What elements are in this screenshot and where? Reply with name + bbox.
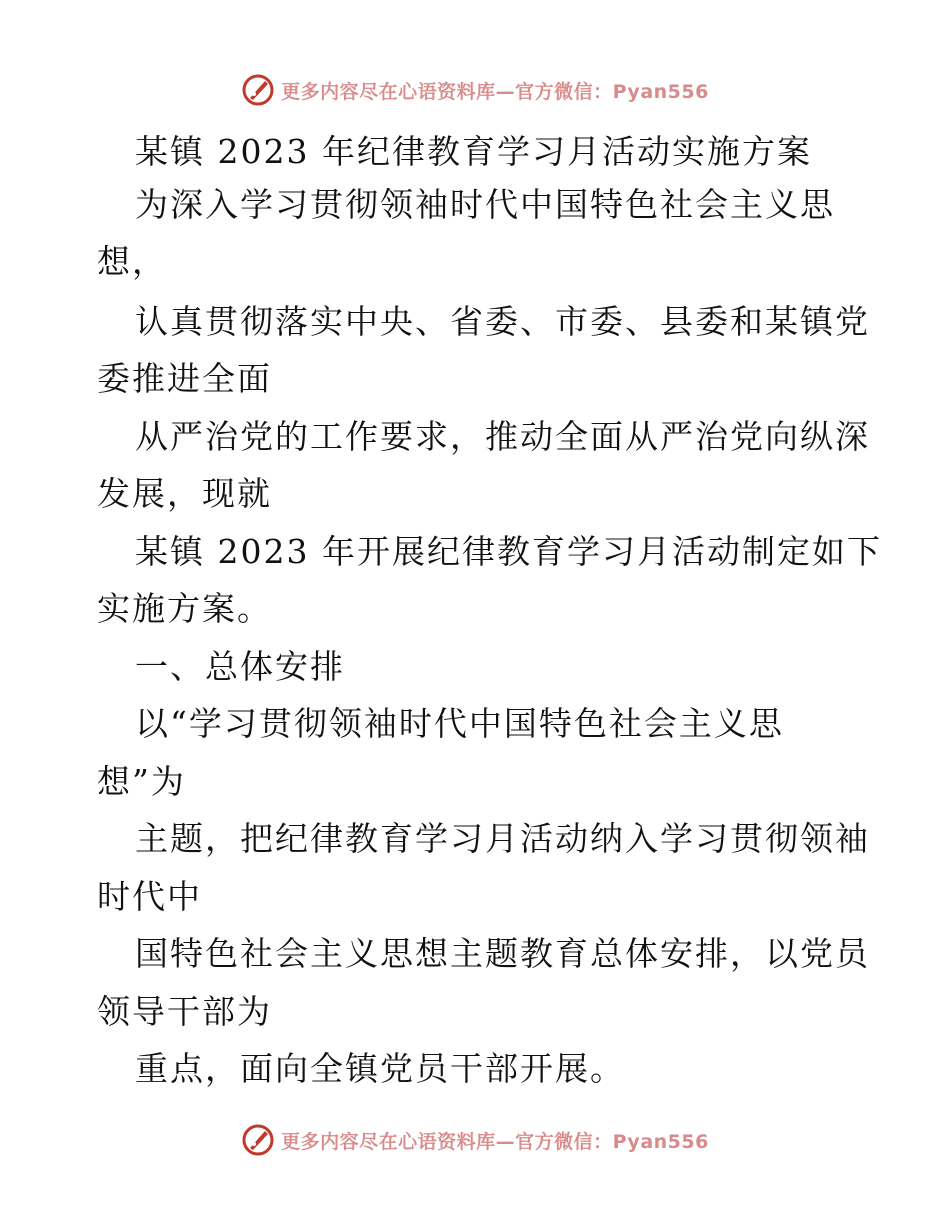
paragraph-line: 以“学习贯彻领袖时代中国特色社会主义思 — [135, 704, 784, 743]
paragraph-line: 为深入学习贯彻领袖时代中国特色社会主义思 — [135, 185, 835, 224]
header-banner-text: 更多内容尽在心语资料库—官方微信：Pyan556 — [281, 80, 709, 103]
section-heading: 一、总体安排 — [135, 647, 345, 686]
paragraph-line: 主题，把纪律教育学习月活动纳入学习贯彻领袖 — [135, 819, 870, 858]
footer-watermark-banner — [0, 1120, 950, 1160]
paragraph-line: 领导干部为 — [97, 992, 272, 1031]
paragraph-line: 国特色社会主义思想主题教育总体安排，以党员 — [135, 934, 870, 973]
paragraph-line: 想”为 — [97, 762, 186, 801]
paragraph-line: 认真贯彻落实中央、省委、市委、县委和某镇党 — [135, 302, 870, 341]
document-title: 某镇 2023 年纪律教育学习月活动实施方案 — [135, 132, 812, 171]
paragraph-line: 重点，面向全镇党员干部开展。 — [135, 1049, 625, 1088]
header-banner-inner — [241, 73, 709, 107]
paragraph-line: 委推进全面 — [97, 359, 272, 398]
pen-nib-icon — [241, 1123, 275, 1157]
paragraph-line: 某镇 2023 年开展纪律教育学习月活动制定如下 — [135, 532, 882, 571]
paragraph-line: 从严治党的工作要求，推动全面从严治党向纵深 — [135, 417, 870, 456]
footer-banner-inner — [241, 1123, 709, 1157]
paragraph-line: 想， — [97, 242, 167, 281]
paragraph-line: 发展，现就 — [97, 474, 272, 513]
pen-nib-icon — [241, 73, 275, 107]
header-watermark-banner — [0, 70, 950, 110]
footer-banner-text: 更多内容尽在心语资料库—官方微信：Pyan556 — [281, 1130, 709, 1153]
paragraph-line: 时代中 — [97, 877, 202, 916]
paragraph-line: 实施方案。 — [97, 589, 272, 628]
